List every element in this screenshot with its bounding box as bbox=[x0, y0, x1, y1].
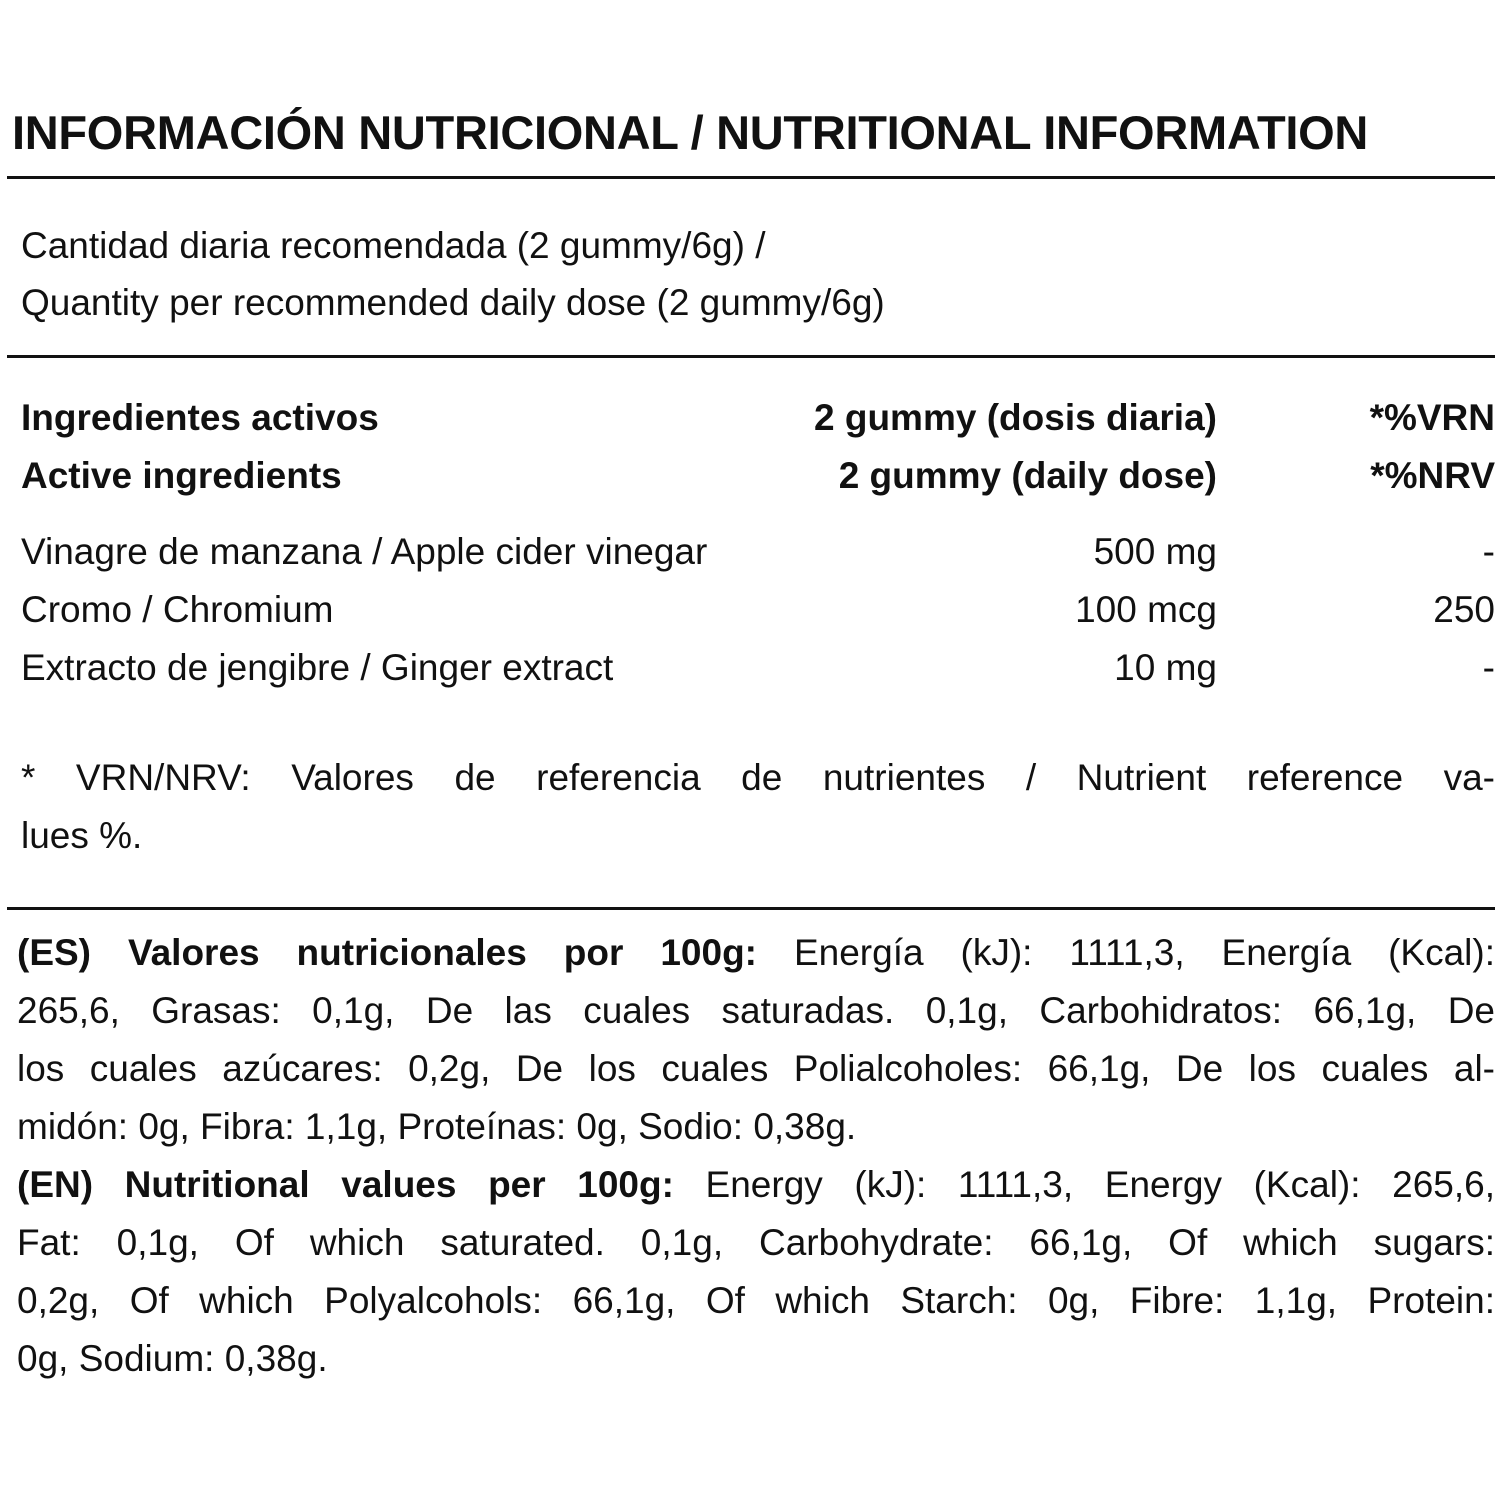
ingredients-table-header bbox=[7, 358, 1495, 505]
header-amount-en: 2 gummy (daily dose) bbox=[838, 455, 1217, 496]
nutrition-en-line: Fat: 0,1g, Of which saturated. 0,1g, Carbohydrate: 66,1g, Of which sugars: bbox=[17, 1222, 1495, 1263]
nutrition-es-label: (ES) Valores nutricionales por 100g: bbox=[17, 932, 757, 973]
table-row bbox=[7, 581, 1495, 639]
nutrition-es-line: 265,6, Grasas: 0,1g, De las cuales saturadas. 0,1g, Carbohidratos: 66,1g, De bbox=[17, 990, 1495, 1031]
ingredient-name: Vinagre de manzana / Apple cider vinegar bbox=[21, 531, 708, 572]
table-header-spanish bbox=[7, 389, 1495, 447]
daily-dose-english: Quantity per recommended daily dose (2 gummy/6g) bbox=[21, 282, 885, 323]
ingredient-amount: 10 mg bbox=[1114, 647, 1217, 688]
nutrition-en-line: 0g, Sodium: 0,38g. bbox=[17, 1338, 328, 1379]
nutrition-label bbox=[7, 90, 1495, 1388]
ingredient-percent: - bbox=[1482, 531, 1495, 572]
header-amount-es: 2 gummy (dosis diaria) bbox=[814, 397, 1217, 438]
ingredients-table-body bbox=[7, 505, 1495, 697]
ingredient-name: Cromo / Chromium bbox=[21, 589, 334, 630]
footnote-line: * VRN/NRV: Valores de referencia de nutrientes / Nutrient reference va- bbox=[21, 757, 1495, 798]
ingredient-percent: - bbox=[1482, 647, 1495, 688]
header-percent-en: *%NRV bbox=[1370, 455, 1495, 496]
nutrition-es-text: Energía (kJ): 1111,3, Energía (Kcal): bbox=[793, 932, 1495, 973]
header-ingredient-en: Active ingredients bbox=[21, 455, 342, 496]
footnote-line: lues %. bbox=[21, 815, 143, 856]
nutrition-es-line: midón: 0g, Fibra: 1,1g, Proteínas: 0g, Sodio: 0,38g. bbox=[17, 1106, 857, 1147]
ingredient-amount: 500 mg bbox=[1093, 531, 1217, 572]
nutrition-es-line: los cuales azúcares: 0,2g, De los cuales Polialcoholes: 66,1g, De los cuales al- bbox=[17, 1048, 1495, 1089]
daily-dose-spanish: Cantidad diaria recomendada (2 gummy/6g) / bbox=[21, 225, 766, 266]
header-percent-es: *%VRN bbox=[1369, 397, 1495, 438]
nutrition-en-line: 0,2g, Of which Polyalcohols: 66,1g, Of which Starch: 0g, Fibre: 1,1g, Protein: bbox=[17, 1280, 1495, 1321]
ingredient-percent: 250 bbox=[1433, 589, 1495, 630]
nutrition-en-label: (EN) Nutritional values per 100g: bbox=[17, 1164, 674, 1205]
table-row bbox=[7, 523, 1495, 581]
nutrition-values-section bbox=[7, 910, 1495, 1388]
nutrition-es-line bbox=[17, 924, 1495, 982]
table-row bbox=[7, 639, 1495, 697]
reference-values-footnote bbox=[7, 697, 1495, 907]
label-title: INFORMACIÓN NUTRICIONAL / NUTRITIONAL INFORMATION bbox=[12, 106, 1369, 159]
header-ingredient-es: Ingredientes activos bbox=[21, 397, 379, 438]
daily-dose-section bbox=[7, 179, 1495, 355]
nutrition-en-line bbox=[17, 1156, 1495, 1214]
nutrition-en-text: Energy (kJ): 1111,3, Energy (Kcal): 265,6, bbox=[705, 1164, 1495, 1205]
ingredient-amount: 100 mcg bbox=[1075, 589, 1217, 630]
ingredient-name: Extracto de jengibre / Ginger extract bbox=[21, 647, 614, 688]
table-header-english bbox=[7, 447, 1495, 505]
